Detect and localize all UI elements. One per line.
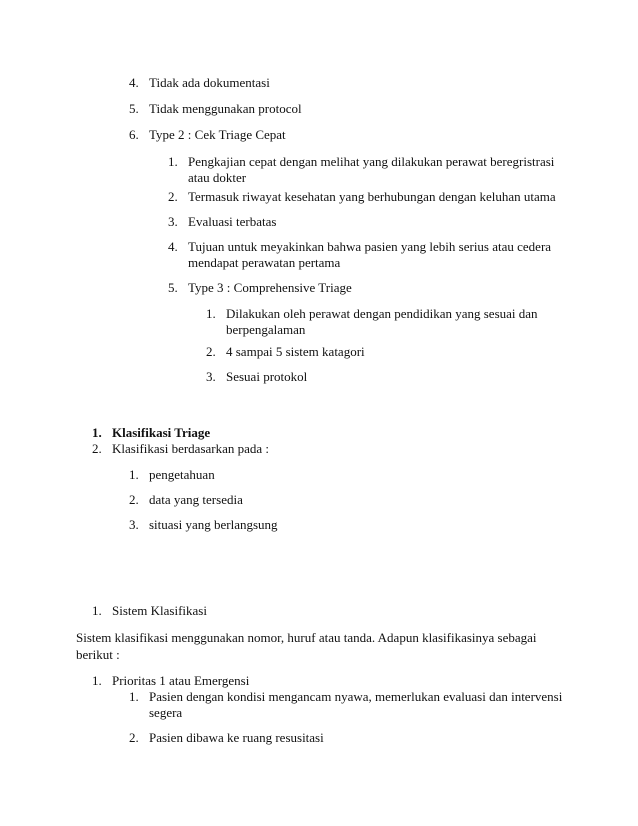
list-item (206, 368, 308, 385)
item-text: Prioritas 1 atau Emergensi (112, 673, 250, 688)
heading-text: Klasifikasi Triage (112, 425, 211, 440)
item-text: Pasien dengan kondisi mengancam nyawa, memerlukan evaluasi dan intervensi (149, 689, 563, 704)
item-text: Sistem Klasifikasi (112, 603, 207, 618)
item-number: 1. (206, 306, 216, 321)
item-text: pengetahuan (149, 467, 215, 482)
item-text: Pengkajian cepat dengan melihat yang dilakukan perawat beregristrasi (188, 154, 555, 169)
item-number: 3. (168, 214, 178, 229)
item-number: 2. (168, 189, 178, 204)
item-text: 4 sampai 5 sistem katagori (226, 344, 365, 359)
item-number: 3. (206, 369, 216, 384)
list-item (168, 279, 352, 296)
list-item (129, 688, 563, 705)
item-number: 1. (129, 689, 139, 704)
item-number: 2. (129, 730, 139, 745)
item-number: 3. (129, 517, 139, 532)
paragraph-line: berikut : (76, 647, 120, 662)
item-text: Termasuk riwayat kesehatan yang berhubungan dengan keluhan utama (188, 189, 556, 204)
paragraph-line: Sistem klasifikasi menggunakan nomor, huruf atau tanda. Adapun klasifikasinya sebagai (76, 630, 537, 645)
list-item (168, 153, 555, 170)
list-item (92, 672, 250, 689)
item-text: Sesuai protokol (226, 369, 308, 384)
list-item (92, 440, 270, 457)
item-number: 1. (92, 673, 102, 688)
item-number: 1. (129, 467, 139, 482)
list-item (129, 729, 324, 746)
item-text: situasi yang berlangsung (149, 517, 278, 532)
section-heading (92, 424, 211, 441)
item-number: 4. (168, 239, 178, 254)
item-number: 5. (129, 101, 139, 116)
list-item (129, 126, 286, 143)
list-item (129, 74, 270, 91)
item-text-continued: segera (149, 705, 183, 720)
item-text: Type 2 : Cek Triage Cepat (149, 127, 286, 142)
item-number: 2. (206, 344, 216, 359)
list-item (129, 466, 215, 483)
item-text: Tidak menggunakan protocol (149, 101, 302, 116)
list-item (129, 516, 278, 533)
item-text: Evaluasi terbatas (188, 214, 277, 229)
item-text: Tujuan untuk meyakinkan bahwa pasien yang lebih serius atau cedera (188, 239, 552, 254)
item-number: 5. (168, 280, 178, 295)
item-number: 2. (92, 441, 102, 456)
list-item (168, 238, 552, 255)
item-number: 1. (92, 425, 102, 440)
item-text: Pasien dibawa ke ruang resusitasi (149, 730, 324, 745)
item-text: Klasifikasi berdasarkan pada : (112, 441, 270, 456)
item-text: Tidak ada dokumentasi (149, 75, 270, 90)
item-text: Dilakukan oleh perawat dengan pendidikan yang sesuai dan (226, 306, 538, 321)
item-text-continued: mendapat perawatan pertama (188, 255, 341, 270)
list-item (129, 100, 302, 117)
list-item (168, 213, 277, 230)
item-number: 6. (129, 127, 139, 142)
item-text-continued: atau dokter (188, 170, 247, 185)
item-number: 4. (129, 75, 139, 90)
item-text: Type 3 : Comprehensive Triage (188, 280, 352, 295)
item-number: 1. (168, 154, 178, 169)
list-item (92, 602, 207, 619)
item-number: 2. (129, 492, 139, 507)
list-item (168, 188, 556, 205)
list-item (206, 343, 365, 360)
item-text-continued: berpengalaman (226, 322, 306, 337)
item-number: 1. (92, 603, 102, 618)
list-item (206, 305, 538, 322)
list-item (129, 491, 243, 508)
item-text: data yang tersedia (149, 492, 243, 507)
